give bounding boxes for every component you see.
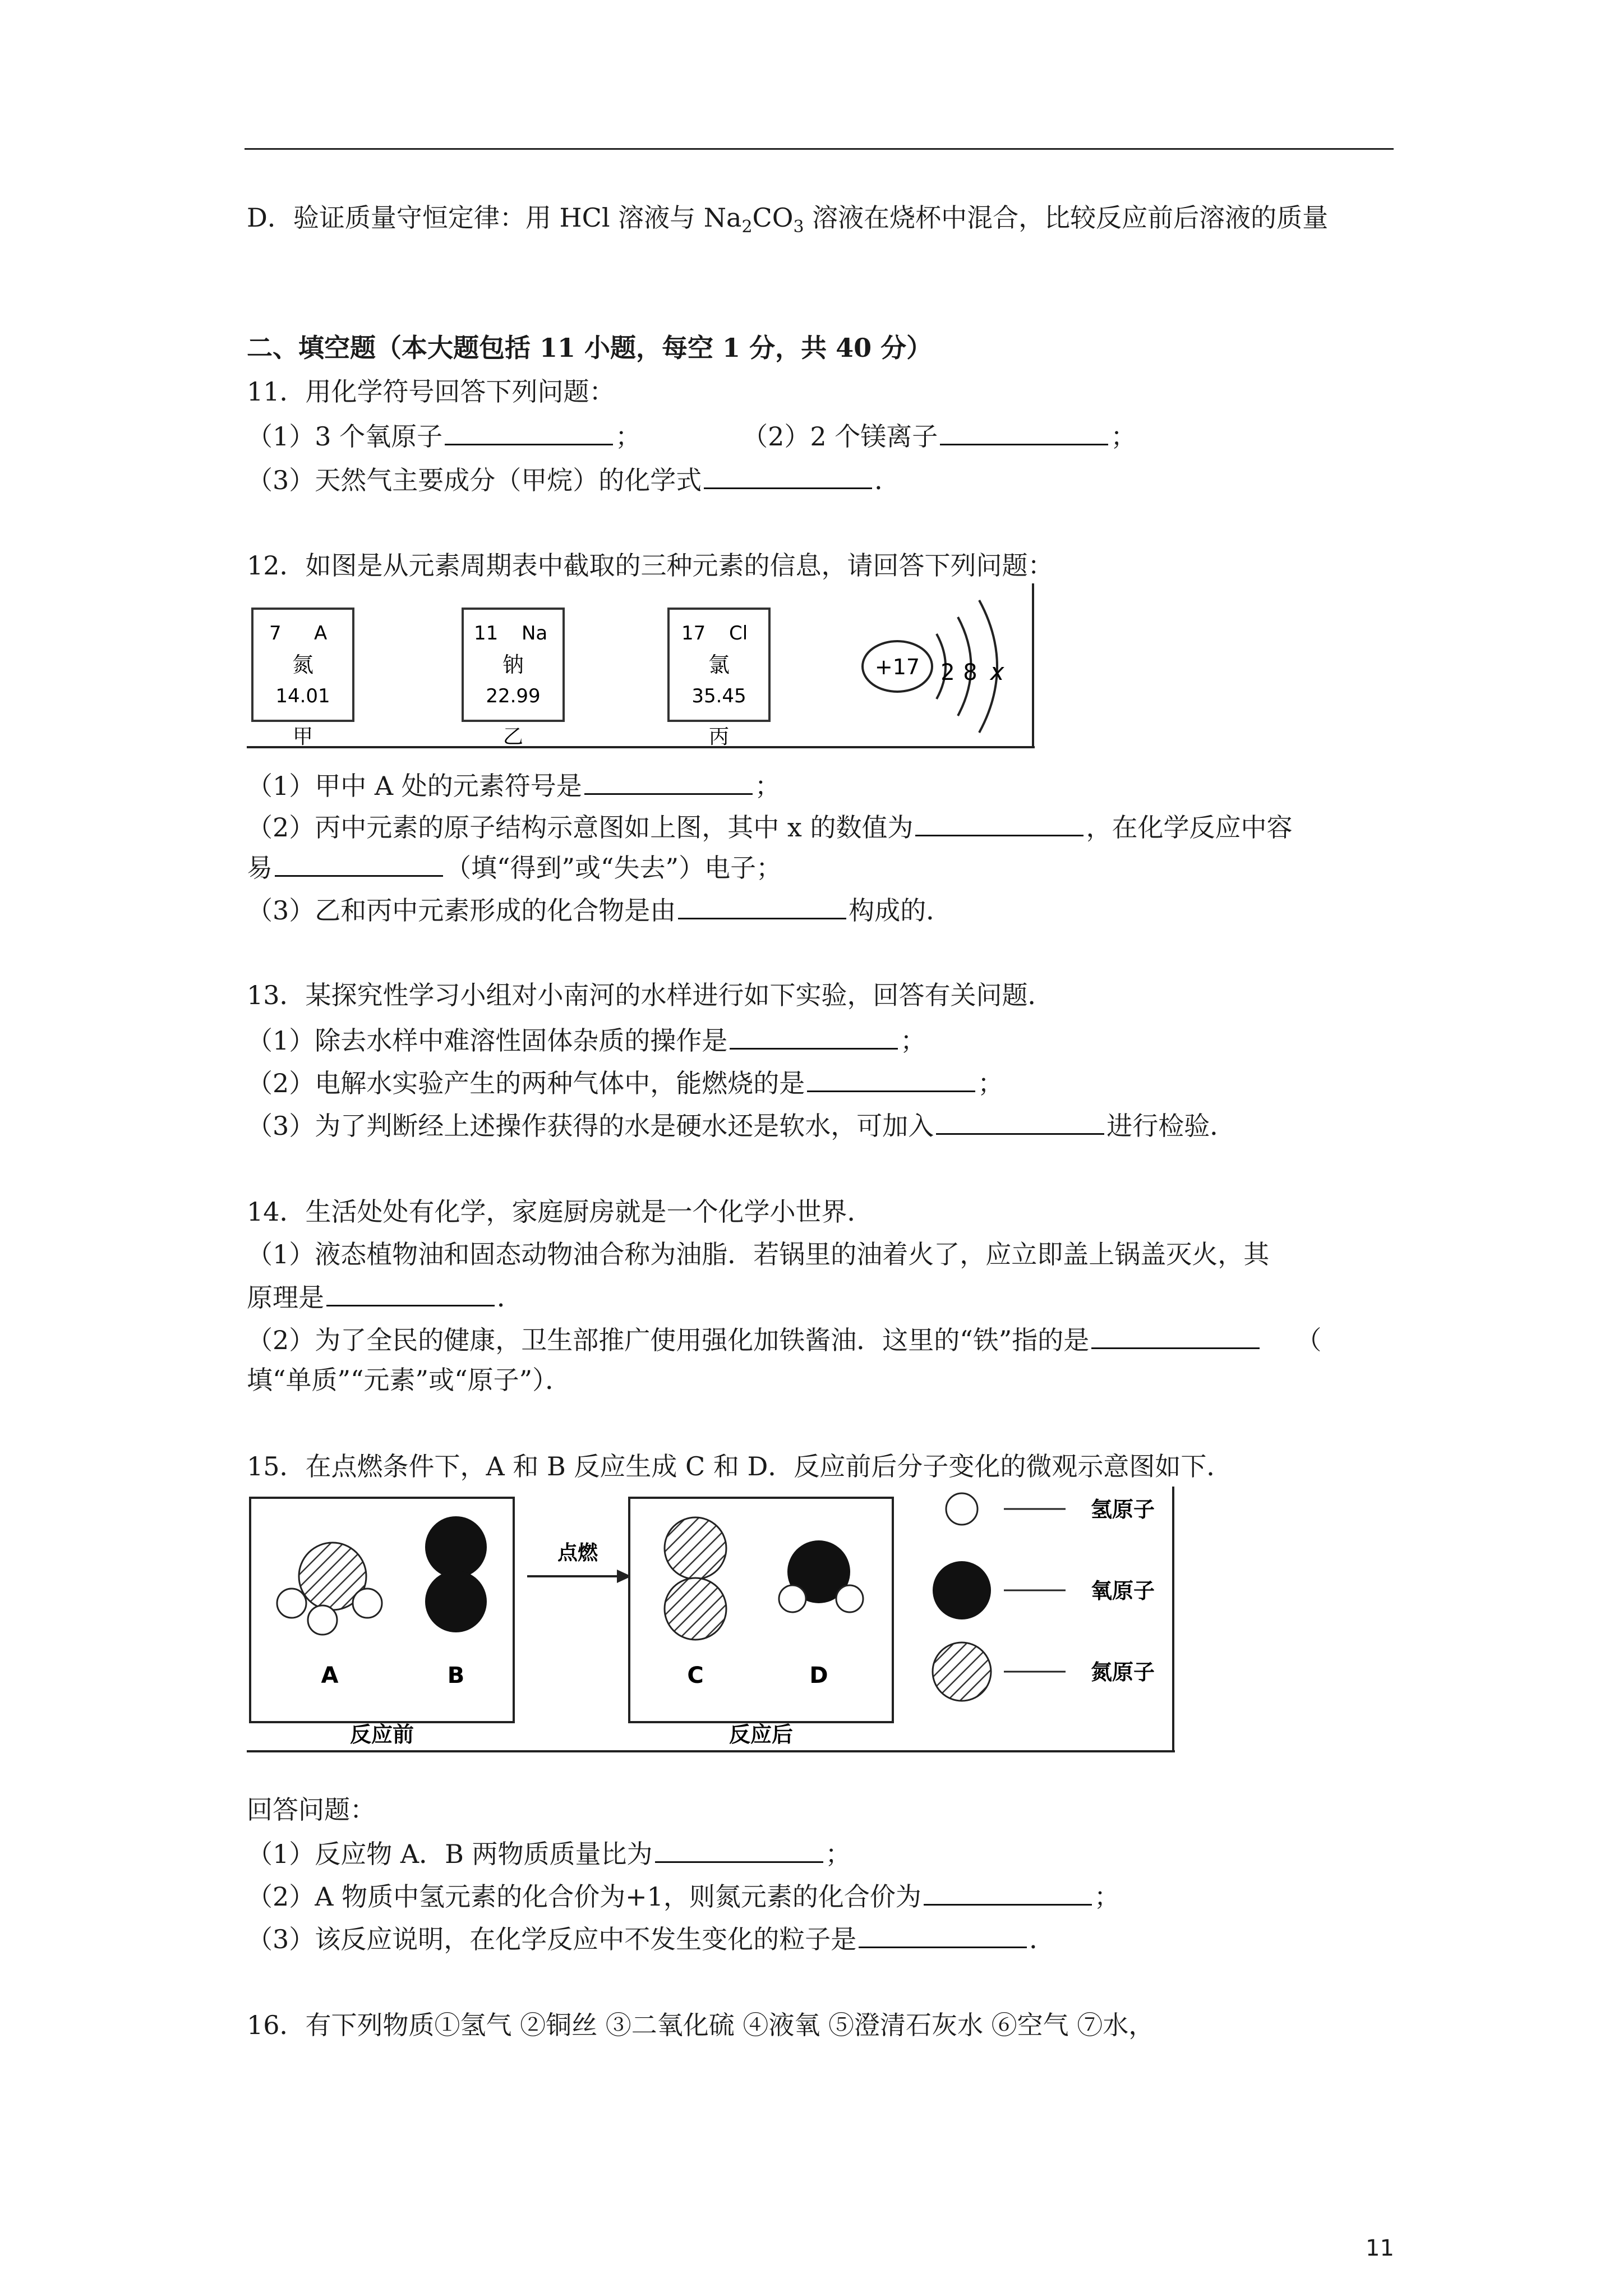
shell-count-1: 2 xyxy=(940,660,955,685)
element-name: 氮 xyxy=(292,652,314,677)
answer-blank[interactable] xyxy=(730,1022,898,1050)
punct: ． xyxy=(1029,1924,1055,1954)
element-name: 钠 xyxy=(502,652,524,677)
q10-option-d-text: CO xyxy=(752,203,794,233)
header-rule xyxy=(245,148,1394,150)
atomic-number: 7 xyxy=(269,622,282,645)
q13-part3-end: 进行检验． xyxy=(1106,1111,1236,1141)
hydrogen-atom-icon xyxy=(277,1589,306,1618)
before-label: 反应前 xyxy=(349,1722,414,1747)
punct: ． xyxy=(874,465,901,495)
punct: ． xyxy=(497,1282,523,1313)
q12-part2-wrap: 易 xyxy=(247,853,273,883)
element-symbol: A xyxy=(314,622,328,645)
q16-stem: 16．有下列物质①氢气 ②铜丝 ③二氧化硫 ④液氧 ⑤澄清石灰水 ⑥空气 ⑦水， xyxy=(247,2010,1155,2040)
q12-part1: （1）甲中 A 处的元素符号是 xyxy=(247,771,582,801)
molecule-label-c: C xyxy=(687,1663,704,1688)
element-name: 氯 xyxy=(708,652,730,677)
legend-oxygen-label: 氧原子 xyxy=(1091,1579,1155,1603)
page-number: 11 xyxy=(1366,2235,1394,2261)
punct: ； xyxy=(825,1839,851,1869)
legend-hydrogen-label: 氢原子 xyxy=(1091,1497,1155,1522)
punct: ； xyxy=(1094,1881,1120,1912)
answer-blank[interactable] xyxy=(445,418,613,445)
shell-count-2: 8 xyxy=(963,660,978,685)
q13-line1 xyxy=(247,1022,926,1057)
atomic-number: 17 xyxy=(681,622,706,645)
q12-part2: （2）丙中元素的原子结构示意图如上图，其中 x 的数值为 xyxy=(247,812,914,843)
answer-blank[interactable] xyxy=(915,809,1083,836)
reaction-diagram-svg xyxy=(247,1487,1178,1756)
q14-stem: 14．生活处处有化学，家庭厨房就是一个化学小世界． xyxy=(247,1197,873,1227)
q11-part2: （2）2 个镁离子 xyxy=(742,421,938,452)
answer-blank[interactable] xyxy=(924,1878,1092,1906)
q10-option-d xyxy=(247,201,1328,244)
punct: 构成的． xyxy=(849,895,952,926)
q14-part2: （2）为了全民的健康，卫生部推广使用强化加铁酱油．这里的“铁”指的是 xyxy=(247,1325,1090,1355)
q11-line1 xyxy=(247,418,1136,453)
after-label: 反应后 xyxy=(728,1722,794,1747)
q15-part3: （3）该反应说明，在化学反应中不发生变化的粒子是 xyxy=(247,1924,857,1954)
reaction-diagram xyxy=(247,1487,1178,1756)
atomic-mass: 14.01 xyxy=(275,685,330,707)
q11-stem: 11．用化学符号回答下列问题： xyxy=(247,376,615,407)
q12-line2 xyxy=(247,809,1292,844)
answer-blank[interactable] xyxy=(936,1107,1104,1135)
punct: ； xyxy=(978,1068,1004,1098)
subscript: 2 xyxy=(741,217,753,237)
answer-blank[interactable] xyxy=(1091,1322,1260,1349)
legend-hydrogen-icon xyxy=(946,1493,978,1525)
hydrogen-atom-icon xyxy=(779,1585,806,1612)
periodic-table-svg xyxy=(247,583,1038,752)
q12-line4 xyxy=(247,892,952,927)
q10-option-d-text: D．验证质量守恒定律：用 HCl 溶液与 Na xyxy=(247,203,742,233)
q13-part1: （1）除去水样中难溶性固体杂质的操作是 xyxy=(247,1025,728,1056)
q14-line1: （1）液态植物油和固态动物油合称为油脂．若锅里的油着火了，应立即盖上锅盖灭火，其 xyxy=(247,1239,1270,1269)
molecule-label-d: D xyxy=(809,1663,828,1688)
q12-part3: （3）乙和丙中元素形成的化合物是由 xyxy=(247,895,676,926)
punct: ； xyxy=(615,421,642,452)
answer-blank[interactable] xyxy=(678,892,846,919)
element-symbol: Cl xyxy=(729,622,748,645)
answer-blank[interactable] xyxy=(655,1835,823,1863)
oxygen-atom-icon xyxy=(425,1571,487,1632)
answer-blank[interactable] xyxy=(859,1921,1027,1948)
q13-line2 xyxy=(247,1065,1003,1100)
q15-line1 xyxy=(247,1835,851,1871)
q15-line2 xyxy=(247,1878,1120,1913)
reaction-condition: 点燃 xyxy=(557,1542,598,1565)
q11-line2 xyxy=(247,462,900,497)
hydrogen-atom-icon xyxy=(836,1585,863,1612)
punct: ； xyxy=(900,1025,926,1056)
q12-part2-end: （填“得到”或“失去”）电子； xyxy=(445,853,782,883)
atomic-mass: 22.99 xyxy=(486,685,541,707)
q12-line1 xyxy=(247,767,781,803)
cell-label: 甲 xyxy=(292,725,313,748)
q15-part2: （2）A 物质中氢元素的化合价为+1，则氮元素的化合价为 xyxy=(247,1881,921,1912)
oxygen-atom-icon xyxy=(425,1516,487,1578)
punct: ； xyxy=(1110,421,1137,452)
q14-line3 xyxy=(247,1322,1321,1357)
q14-line4: 填“单质”“元素”或“原子”）． xyxy=(247,1365,571,1395)
q13-line3 xyxy=(247,1107,1235,1143)
periodic-table-figure xyxy=(247,583,1038,752)
subscript: 3 xyxy=(793,217,804,237)
punct: （ xyxy=(1295,1325,1322,1355)
answer-blank[interactable] xyxy=(584,767,753,795)
q15-ask: 回答问题： xyxy=(247,1795,376,1825)
answer-blank[interactable] xyxy=(326,1279,495,1306)
q13-part2: （2）电解水实验产生的两种气体中，能燃烧的是 xyxy=(247,1068,805,1098)
hydrogen-atom-icon xyxy=(353,1589,382,1618)
q15-part1: （1）反应物 A．B 两物质质量比为 xyxy=(247,1839,653,1869)
cell-label: 丙 xyxy=(708,725,730,748)
answer-blank[interactable] xyxy=(704,462,872,489)
q11-part3: （3）天然气主要成分（甲烷）的化学式 xyxy=(247,465,702,495)
q14-line2 xyxy=(247,1279,523,1314)
element-symbol: Na xyxy=(522,622,548,645)
section-heading: 二、填空题（本大题包括 11 小题，每空 1 分，共 40 分） xyxy=(247,333,933,363)
cell-label: 乙 xyxy=(502,725,524,748)
q12-part2-cont: ，在化学反应中容 xyxy=(1086,812,1293,843)
nucleus-charge: +17 xyxy=(874,655,920,679)
legend-oxygen-icon xyxy=(933,1561,991,1619)
molecule-label-b: B xyxy=(447,1663,465,1688)
q13-stem: 13．某探究性学习小组对小南河的水样进行如下实验，回答有关问题． xyxy=(247,980,1054,1010)
q10-option-d-text: 溶液在烧杯中混合，比较反应前后溶液的质量 xyxy=(804,203,1329,233)
punct: ； xyxy=(754,771,781,801)
legend-nitrogen-icon xyxy=(933,1642,991,1701)
atomic-mass: 35.45 xyxy=(691,685,746,707)
answer-blank[interactable] xyxy=(275,849,443,877)
shell-count-3: x xyxy=(990,658,1004,685)
q15-line3 xyxy=(247,1921,1055,1956)
atomic-number: 11 xyxy=(474,622,499,645)
q11-part1: （1）3 个氧原子 xyxy=(247,421,443,452)
hydrogen-atom-icon xyxy=(308,1605,337,1635)
q14-part1-wrap: 原理是 xyxy=(247,1282,324,1313)
q12-line3 xyxy=(247,849,782,885)
answer-blank[interactable] xyxy=(940,418,1108,445)
answer-blank[interactable] xyxy=(807,1065,975,1092)
nitrogen-atom-icon xyxy=(665,1517,726,1579)
q15-stem: 15．在点燃条件下，A 和 B 反应生成 C 和 D．反应前后分子变化的微观示意图如下． xyxy=(247,1451,1233,1481)
q12-stem: 12．如图是从元素周期表中截取的三种元素的信息，请回答下列问题： xyxy=(247,550,1054,581)
molecule-label-a: A xyxy=(321,1663,339,1688)
nitrogen-atom-icon xyxy=(665,1578,726,1640)
q13-part3: （3）为了判断经上述操作获得的水是硬水还是软水，可加入 xyxy=(247,1111,934,1141)
legend-nitrogen-label: 氮原子 xyxy=(1091,1660,1155,1685)
